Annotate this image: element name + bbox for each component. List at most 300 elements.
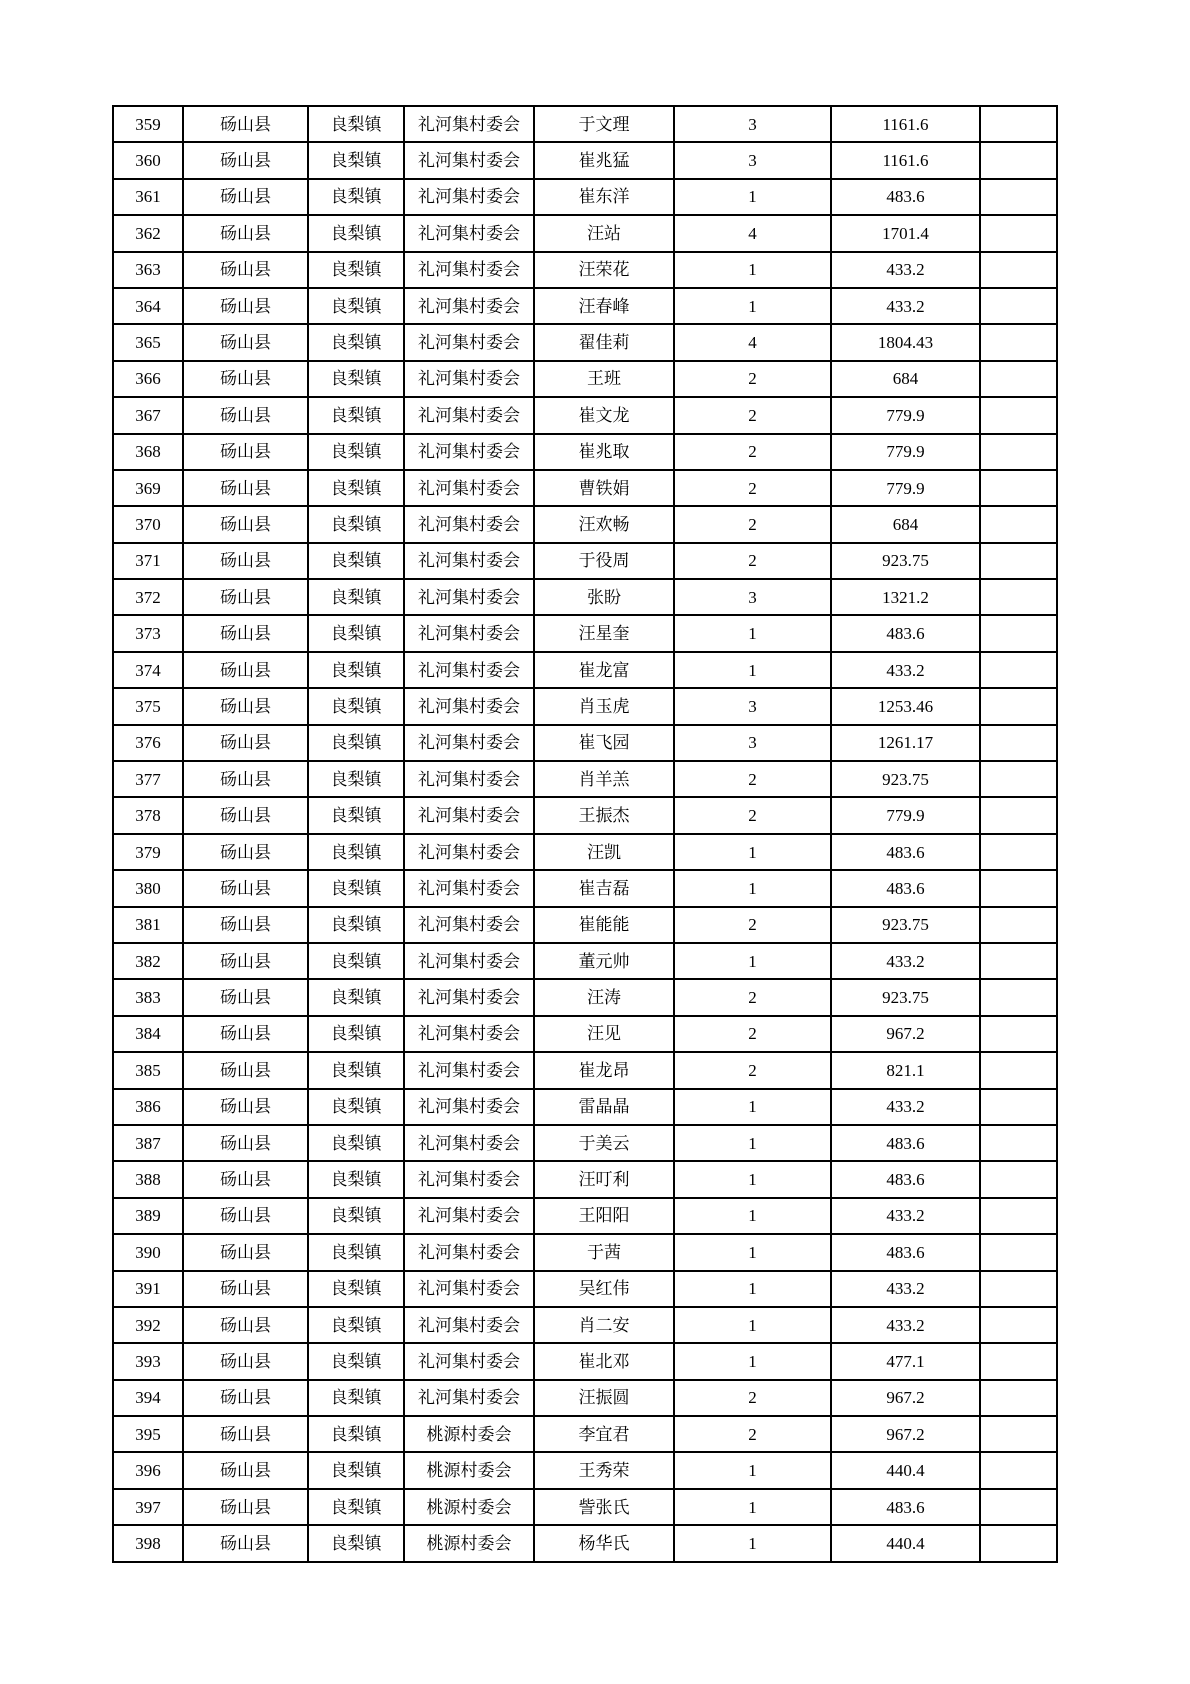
cell-county: 砀山县: [183, 761, 308, 797]
cell-blank: [980, 761, 1057, 797]
cell-county: 砀山县: [183, 1525, 308, 1561]
cell-town: 良梨镇: [308, 397, 404, 433]
table-row: [113, 761, 1057, 797]
cell-village: 礼河集村委会: [404, 725, 534, 761]
cell-name: 肖玉虎: [534, 688, 674, 724]
cell-village: 礼河集村委会: [404, 797, 534, 833]
cell-amount: 483.6: [831, 834, 980, 870]
cell-village: 礼河集村委会: [404, 434, 534, 470]
cell-town: 良梨镇: [308, 1016, 404, 1052]
cell-count: 1: [674, 943, 831, 979]
cell-index: 366: [113, 361, 183, 397]
cell-count: 3: [674, 106, 831, 142]
cell-count: 3: [674, 579, 831, 615]
table-row: [113, 652, 1057, 688]
cell-village: 礼河集村委会: [404, 1271, 534, 1307]
cell-name: 吴红伟: [534, 1271, 674, 1307]
cell-blank: [980, 252, 1057, 288]
cell-count: 1: [674, 1343, 831, 1379]
cell-county: 砀山县: [183, 142, 308, 178]
cell-count: 4: [674, 324, 831, 360]
table-row: [113, 615, 1057, 651]
cell-county: 砀山县: [183, 834, 308, 870]
cell-blank: [980, 907, 1057, 943]
cell-town: 良梨镇: [308, 834, 404, 870]
cell-count: 1: [674, 1198, 831, 1234]
cell-name: 崔北邓: [534, 1343, 674, 1379]
cell-amount: 779.9: [831, 434, 980, 470]
cell-village: 桃源村委会: [404, 1416, 534, 1452]
cell-town: 良梨镇: [308, 1380, 404, 1416]
table-row: [113, 506, 1057, 542]
table-row: [113, 142, 1057, 178]
cell-name: 王阳阳: [534, 1198, 674, 1234]
cell-county: 砀山县: [183, 652, 308, 688]
cell-town: 良梨镇: [308, 979, 404, 1015]
cell-county: 砀山县: [183, 979, 308, 1015]
table-row: [113, 106, 1057, 142]
cell-village: 礼河集村委会: [404, 1198, 534, 1234]
cell-town: 良梨镇: [308, 907, 404, 943]
cell-town: 良梨镇: [308, 215, 404, 251]
cell-county: 砀山县: [183, 506, 308, 542]
cell-village: 礼河集村委会: [404, 979, 534, 1015]
cell-count: 3: [674, 725, 831, 761]
cell-county: 砀山县: [183, 1343, 308, 1379]
cell-name: 王秀荣: [534, 1452, 674, 1488]
cell-index: 378: [113, 797, 183, 833]
cell-index: 383: [113, 979, 183, 1015]
cell-index: 369: [113, 470, 183, 506]
cell-amount: 433.2: [831, 1089, 980, 1125]
cell-village: 桃源村委会: [404, 1452, 534, 1488]
records-table-body: [113, 106, 1057, 1562]
cell-name: 崔飞园: [534, 725, 674, 761]
cell-blank: [980, 725, 1057, 761]
cell-amount: 1701.4: [831, 215, 980, 251]
table-row: [113, 979, 1057, 1015]
table-row: [113, 1016, 1057, 1052]
cell-amount: 779.9: [831, 797, 980, 833]
cell-county: 砀山县: [183, 725, 308, 761]
cell-town: 良梨镇: [308, 361, 404, 397]
table-row: [113, 797, 1057, 833]
cell-village: 礼河集村委会: [404, 1052, 534, 1088]
cell-name: 杨华氏: [534, 1525, 674, 1561]
cell-village: 礼河集村委会: [404, 761, 534, 797]
cell-blank: [980, 1452, 1057, 1488]
cell-name: 于茜: [534, 1234, 674, 1270]
cell-name: 崔龙昂: [534, 1052, 674, 1088]
cell-county: 砀山县: [183, 1234, 308, 1270]
cell-county: 砀山县: [183, 288, 308, 324]
cell-index: 384: [113, 1016, 183, 1052]
cell-index: 361: [113, 179, 183, 215]
cell-count: 2: [674, 979, 831, 1015]
cell-index: 393: [113, 1343, 183, 1379]
records-table: [112, 105, 1058, 1563]
cell-name: 汪见: [534, 1016, 674, 1052]
cell-blank: [980, 215, 1057, 251]
cell-county: 砀山县: [183, 615, 308, 651]
cell-village: 桃源村委会: [404, 1525, 534, 1561]
cell-blank: [980, 834, 1057, 870]
cell-amount: 440.4: [831, 1452, 980, 1488]
cell-index: 365: [113, 324, 183, 360]
cell-name: 崔东洋: [534, 179, 674, 215]
cell-county: 砀山县: [183, 1161, 308, 1197]
cell-blank: [980, 324, 1057, 360]
cell-village: 礼河集村委会: [404, 1307, 534, 1343]
cell-amount: 923.75: [831, 543, 980, 579]
cell-county: 砀山县: [183, 943, 308, 979]
cell-count: 1: [674, 1161, 831, 1197]
cell-count: 3: [674, 688, 831, 724]
table-row: [113, 434, 1057, 470]
cell-name: 汪欢畅: [534, 506, 674, 542]
cell-name: 汪叮利: [534, 1161, 674, 1197]
cell-county: 砀山县: [183, 1416, 308, 1452]
cell-amount: 440.4: [831, 1525, 980, 1561]
cell-index: 387: [113, 1125, 183, 1161]
cell-village: 礼河集村委会: [404, 506, 534, 542]
cell-blank: [980, 179, 1057, 215]
cell-county: 砀山县: [183, 543, 308, 579]
cell-name: 崔文龙: [534, 397, 674, 433]
cell-amount: 483.6: [831, 1161, 980, 1197]
cell-county: 砀山县: [183, 215, 308, 251]
cell-count: 1: [674, 1125, 831, 1161]
cell-town: 良梨镇: [308, 615, 404, 651]
cell-village: 礼河集村委会: [404, 361, 534, 397]
cell-town: 良梨镇: [308, 1234, 404, 1270]
cell-county: 砀山县: [183, 470, 308, 506]
cell-amount: 483.6: [831, 1489, 980, 1525]
cell-blank: [980, 1271, 1057, 1307]
cell-town: 良梨镇: [308, 1307, 404, 1343]
cell-amount: 684: [831, 361, 980, 397]
cell-town: 良梨镇: [308, 761, 404, 797]
cell-index: 394: [113, 1380, 183, 1416]
cell-index: 377: [113, 761, 183, 797]
cell-amount: 483.6: [831, 1125, 980, 1161]
cell-amount: 433.2: [831, 252, 980, 288]
cell-count: 1: [674, 1307, 831, 1343]
table-row: [113, 725, 1057, 761]
cell-count: 1: [674, 834, 831, 870]
cell-index: 372: [113, 579, 183, 615]
cell-village: 礼河集村委会: [404, 943, 534, 979]
cell-village: 礼河集村委会: [404, 1343, 534, 1379]
cell-index: 375: [113, 688, 183, 724]
cell-amount: 483.6: [831, 1234, 980, 1270]
cell-town: 良梨镇: [308, 870, 404, 906]
cell-town: 良梨镇: [308, 543, 404, 579]
cell-amount: 433.2: [831, 1198, 980, 1234]
cell-name: 崔能能: [534, 907, 674, 943]
cell-town: 良梨镇: [308, 1489, 404, 1525]
cell-county: 砀山县: [183, 1380, 308, 1416]
cell-town: 良梨镇: [308, 470, 404, 506]
table-row: [113, 1416, 1057, 1452]
cell-index: 376: [113, 725, 183, 761]
cell-town: 良梨镇: [308, 252, 404, 288]
cell-count: 2: [674, 1380, 831, 1416]
cell-index: 359: [113, 106, 183, 142]
cell-index: 381: [113, 907, 183, 943]
cell-county: 砀山县: [183, 179, 308, 215]
cell-village: 礼河集村委会: [404, 1234, 534, 1270]
cell-index: 360: [113, 142, 183, 178]
cell-blank: [980, 943, 1057, 979]
cell-county: 砀山县: [183, 1452, 308, 1488]
cell-amount: 433.2: [831, 1271, 980, 1307]
cell-blank: [980, 397, 1057, 433]
cell-index: 389: [113, 1198, 183, 1234]
cell-blank: [980, 652, 1057, 688]
cell-amount: 483.6: [831, 870, 980, 906]
table-row: [113, 1234, 1057, 1270]
cell-town: 良梨镇: [308, 1198, 404, 1234]
cell-index: 395: [113, 1416, 183, 1452]
cell-name: 董元帅: [534, 943, 674, 979]
cell-index: 374: [113, 652, 183, 688]
cell-name: 崔吉磊: [534, 870, 674, 906]
cell-name: 雷晶晶: [534, 1089, 674, 1125]
cell-amount: 967.2: [831, 1380, 980, 1416]
cell-town: 良梨镇: [308, 142, 404, 178]
cell-index: 388: [113, 1161, 183, 1197]
cell-name: 汪站: [534, 215, 674, 251]
cell-count: 2: [674, 1016, 831, 1052]
cell-name: 李宜君: [534, 1416, 674, 1452]
cell-count: 2: [674, 543, 831, 579]
cell-town: 良梨镇: [308, 725, 404, 761]
cell-village: 礼河集村委会: [404, 252, 534, 288]
cell-county: 砀山县: [183, 1489, 308, 1525]
cell-town: 良梨镇: [308, 288, 404, 324]
cell-blank: [980, 506, 1057, 542]
cell-town: 良梨镇: [308, 1452, 404, 1488]
cell-blank: [980, 1343, 1057, 1379]
table-row: [113, 288, 1057, 324]
cell-count: 1: [674, 1452, 831, 1488]
table-row: [113, 1307, 1057, 1343]
cell-name: 汪振圆: [534, 1380, 674, 1416]
cell-village: 礼河集村委会: [404, 470, 534, 506]
cell-village: 礼河集村委会: [404, 543, 534, 579]
cell-county: 砀山县: [183, 579, 308, 615]
cell-name: 肖羊羔: [534, 761, 674, 797]
cell-village: 礼河集村委会: [404, 652, 534, 688]
cell-town: 良梨镇: [308, 943, 404, 979]
cell-amount: 923.75: [831, 979, 980, 1015]
cell-county: 砀山县: [183, 1271, 308, 1307]
cell-amount: 433.2: [831, 288, 980, 324]
cell-count: 1: [674, 288, 831, 324]
cell-name: 于美云: [534, 1125, 674, 1161]
cell-blank: [980, 106, 1057, 142]
cell-amount: 923.75: [831, 907, 980, 943]
table-row: [113, 943, 1057, 979]
cell-town: 良梨镇: [308, 179, 404, 215]
cell-count: 1: [674, 1089, 831, 1125]
cell-count: 1: [674, 615, 831, 651]
cell-blank: [980, 1380, 1057, 1416]
table-row: [113, 179, 1057, 215]
cell-index: 382: [113, 943, 183, 979]
cell-amount: 1253.46: [831, 688, 980, 724]
cell-county: 砀山县: [183, 397, 308, 433]
cell-blank: [980, 288, 1057, 324]
cell-index: 363: [113, 252, 183, 288]
cell-name: 汪凯: [534, 834, 674, 870]
cell-village: 礼河集村委会: [404, 1161, 534, 1197]
cell-index: 368: [113, 434, 183, 470]
cell-blank: [980, 1052, 1057, 1088]
cell-blank: [980, 1089, 1057, 1125]
cell-village: 礼河集村委会: [404, 324, 534, 360]
table-row: [113, 324, 1057, 360]
table-row: [113, 1525, 1057, 1561]
cell-town: 良梨镇: [308, 324, 404, 360]
cell-amount: 433.2: [831, 652, 980, 688]
cell-name: 王振杰: [534, 797, 674, 833]
cell-village: 礼河集村委会: [404, 870, 534, 906]
cell-count: 2: [674, 361, 831, 397]
cell-count: 1: [674, 1525, 831, 1561]
table-row: [113, 907, 1057, 943]
cell-name: 张盼: [534, 579, 674, 615]
cell-name: 曹铁娟: [534, 470, 674, 506]
cell-blank: [980, 615, 1057, 651]
cell-count: 3: [674, 142, 831, 178]
cell-blank: [980, 1234, 1057, 1270]
table-row: [113, 397, 1057, 433]
cell-county: 砀山县: [183, 688, 308, 724]
cell-town: 良梨镇: [308, 506, 404, 542]
cell-index: 390: [113, 1234, 183, 1270]
cell-town: 良梨镇: [308, 1525, 404, 1561]
cell-index: 396: [113, 1452, 183, 1488]
table-row: [113, 834, 1057, 870]
cell-county: 砀山县: [183, 1016, 308, 1052]
cell-amount: 1804.43: [831, 324, 980, 360]
cell-county: 砀山县: [183, 324, 308, 360]
cell-village: 礼河集村委会: [404, 579, 534, 615]
cell-name: 于文理: [534, 106, 674, 142]
table-row: [113, 1489, 1057, 1525]
cell-count: 2: [674, 907, 831, 943]
cell-county: 砀山县: [183, 1089, 308, 1125]
cell-blank: [980, 1416, 1057, 1452]
cell-blank: [980, 1161, 1057, 1197]
cell-town: 良梨镇: [308, 1343, 404, 1379]
table-row: [113, 1052, 1057, 1088]
cell-blank: [980, 434, 1057, 470]
table-row: [113, 215, 1057, 251]
cell-blank: [980, 688, 1057, 724]
cell-index: 362: [113, 215, 183, 251]
cell-count: 1: [674, 252, 831, 288]
cell-village: 礼河集村委会: [404, 142, 534, 178]
cell-town: 良梨镇: [308, 797, 404, 833]
cell-name: 崔龙富: [534, 652, 674, 688]
cell-name: 崔兆取: [534, 434, 674, 470]
cell-county: 砀山县: [183, 797, 308, 833]
cell-count: 2: [674, 434, 831, 470]
cell-count: 2: [674, 506, 831, 542]
cell-amount: 684: [831, 506, 980, 542]
cell-blank: [980, 543, 1057, 579]
cell-index: 385: [113, 1052, 183, 1088]
cell-name: 汪涛: [534, 979, 674, 1015]
cell-name: 汪荣花: [534, 252, 674, 288]
cell-count: 2: [674, 1052, 831, 1088]
cell-town: 良梨镇: [308, 1052, 404, 1088]
cell-index: 367: [113, 397, 183, 433]
table-row: [113, 1343, 1057, 1379]
table-row: [113, 688, 1057, 724]
cell-count: 1: [674, 1234, 831, 1270]
cell-count: 2: [674, 470, 831, 506]
cell-amount: 1161.6: [831, 106, 980, 142]
cell-amount: 821.1: [831, 1052, 980, 1088]
cell-blank: [980, 579, 1057, 615]
cell-county: 砀山县: [183, 1125, 308, 1161]
cell-name: 于役周: [534, 543, 674, 579]
cell-town: 良梨镇: [308, 1089, 404, 1125]
cell-village: 礼河集村委会: [404, 834, 534, 870]
cell-county: 砀山县: [183, 870, 308, 906]
cell-village: 礼河集村委会: [404, 688, 534, 724]
cell-village: 礼河集村委会: [404, 1380, 534, 1416]
cell-amount: 967.2: [831, 1416, 980, 1452]
cell-name: 汪春峰: [534, 288, 674, 324]
table-row: [113, 1271, 1057, 1307]
cell-amount: 1161.6: [831, 142, 980, 178]
cell-index: 373: [113, 615, 183, 651]
cell-county: 砀山县: [183, 252, 308, 288]
cell-name: 翟佳莉: [534, 324, 674, 360]
cell-index: 364: [113, 288, 183, 324]
table-row: [113, 252, 1057, 288]
cell-town: 良梨镇: [308, 434, 404, 470]
cell-town: 良梨镇: [308, 688, 404, 724]
cell-blank: [980, 1125, 1057, 1161]
cell-county: 砀山县: [183, 106, 308, 142]
table-row: [113, 543, 1057, 579]
cell-amount: 923.75: [831, 761, 980, 797]
cell-village: 礼河集村委会: [404, 1016, 534, 1052]
cell-count: 1: [674, 652, 831, 688]
cell-amount: 779.9: [831, 397, 980, 433]
cell-blank: [980, 470, 1057, 506]
cell-county: 砀山县: [183, 1198, 308, 1234]
table-row: [113, 1089, 1057, 1125]
cell-count: 2: [674, 397, 831, 433]
table-row: [113, 361, 1057, 397]
cell-name: 訾张氏: [534, 1489, 674, 1525]
cell-village: 礼河集村委会: [404, 1089, 534, 1125]
cell-index: 379: [113, 834, 183, 870]
cell-name: 王班: [534, 361, 674, 397]
cell-village: 礼河集村委会: [404, 397, 534, 433]
table-row: [113, 1452, 1057, 1488]
table-row: [113, 1380, 1057, 1416]
cell-blank: [980, 1489, 1057, 1525]
cell-town: 良梨镇: [308, 106, 404, 142]
